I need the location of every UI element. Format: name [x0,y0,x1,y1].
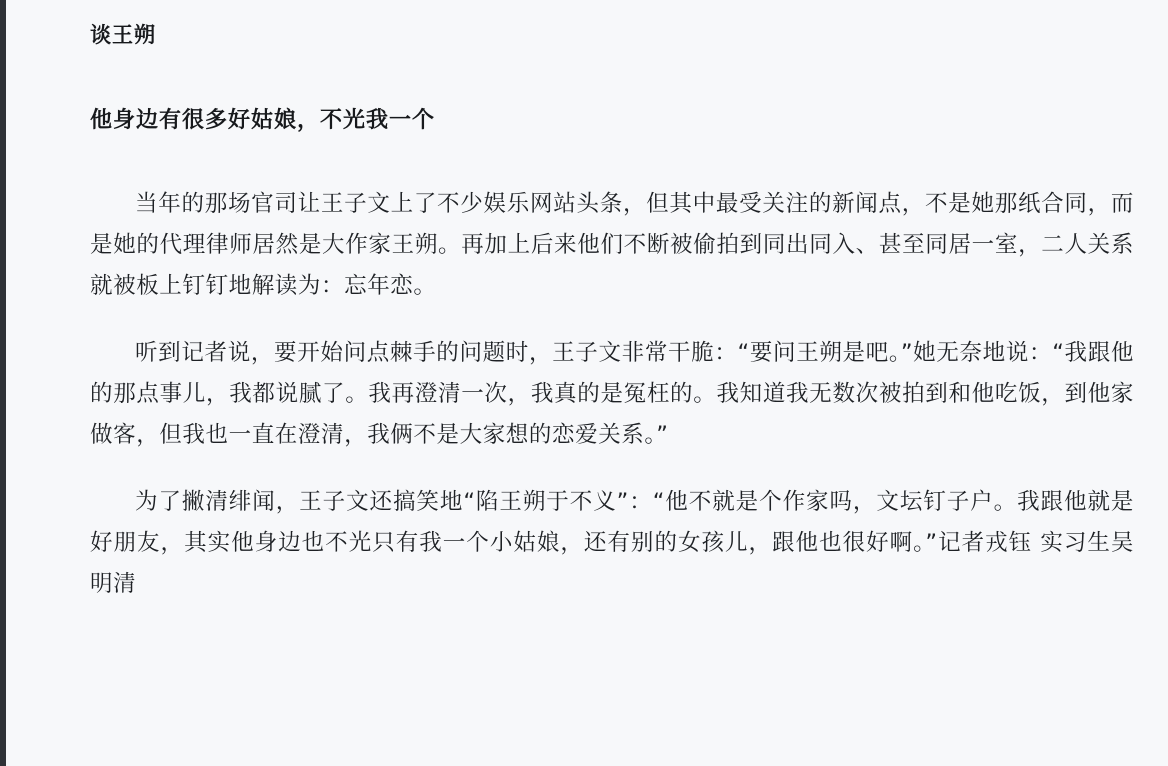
article-content [6,0,1168,766]
article-paragraph: 当年的那场官司让王子文上了不少娱乐网站头条，但其中最受关注的新闻点，不是她那纸合同，而是她的代理律师居然是大作家王朔。再加上后来他们不断被偷拍到同出同入、甚至同居一室，二人关系就被板上钉钉地解读为：忘年恋。 [90,190,1134,299]
article-paragraph: 为了撇清绯闻，王子文还搞笑地“陷王朔于不义”：“他不就是个作家吗，文坛钉子户。我跟他就是好朋友，其实他身边也不光只有我一个小姑娘，还有别的女孩儿，跟他也很好啊。”记者戎钰 实习生吴明清 [90,488,1134,597]
article-body [90,184,1134,605]
article-subtitle: 他身边有很多好姑娘，不光我一个 [90,108,436,134]
article-paragraph: 听到记者说，要开始问点棘手的问题时，王子文非常干脆：“要问王朔是吧。”她无奈地说：“我跟他的那点事儿，我都说腻了。我再澄清一次，我真的是冤枉的。我知道我无数次被拍到和他吃饭，到他家做客，但我也一直在澄清，我俩不是大家想的恋爱关系。” [90,339,1134,448]
article-title: 谈王朔 [90,23,156,47]
